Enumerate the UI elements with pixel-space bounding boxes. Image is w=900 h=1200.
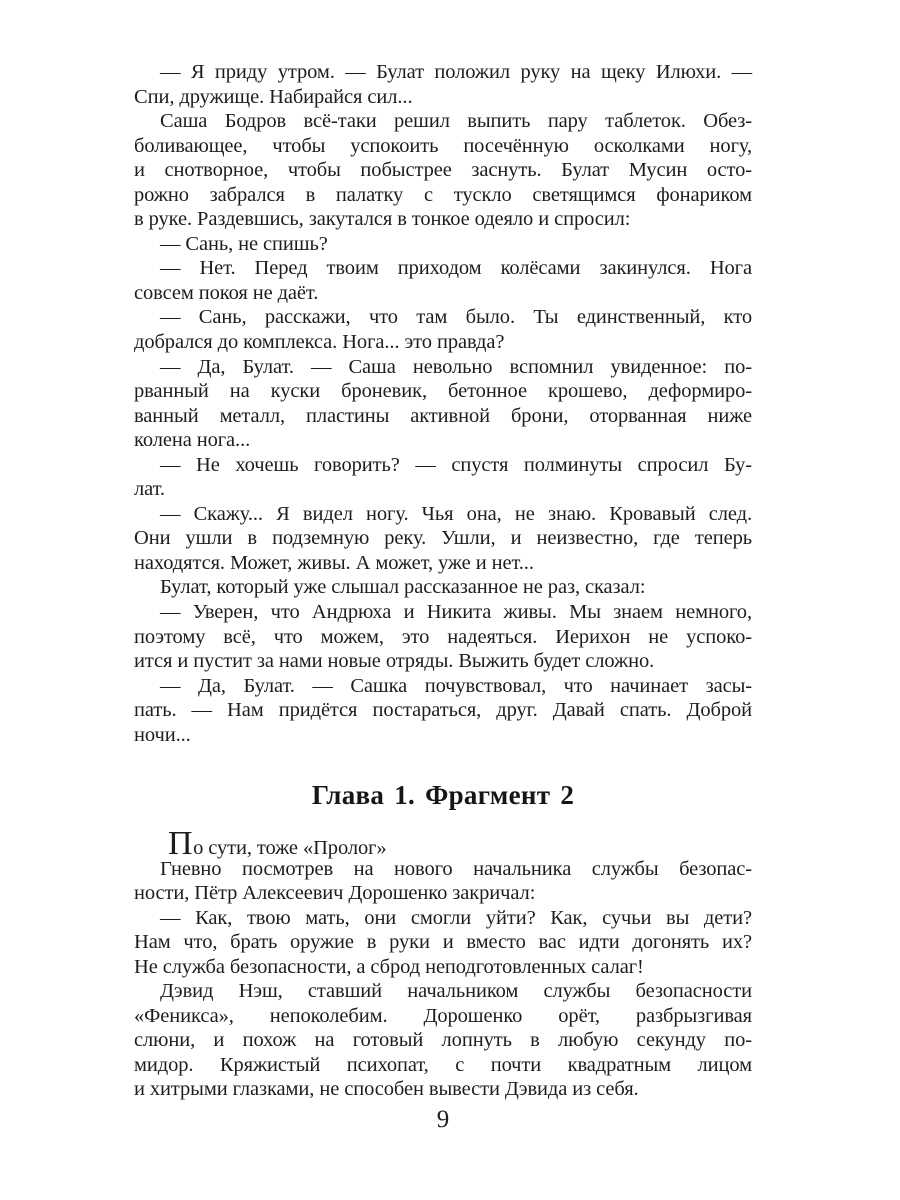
text-line: — Уверен, что Андрюха и Никита живы. Мы знаем немного, — [160, 601, 752, 624]
text-line: «Феникса», непоколебим. Дорошенко орёт, разбрызгивая — [134, 1004, 752, 1027]
text-line: — Сань, расскажи, что там было. Ты единственный, кто — [160, 306, 752, 329]
text-line: — Нет. Перед твоим приходом колёсами закинулся. Нога — [160, 257, 752, 280]
text-line: Спи, дружище. Набирайся сил... — [134, 85, 413, 108]
text-line: Булат, который уже слышал рассказанное не раз, сказал: — [160, 576, 646, 599]
text-line: пать. — Нам придётся постараться, друг. Давай спать. Доброй — [134, 699, 752, 722]
text-line: мидор. Кряжистый психопат, с почти квадратным лицом — [134, 1053, 752, 1076]
chapter-heading: Глава 1. Фрагмент 2 — [311, 780, 575, 810]
body-text-section-2 — [134, 825, 752, 1102]
text-line: — Сань, не спишь? — [160, 232, 328, 255]
text-line: Не служба безопасности, а сброд неподготовленных салаг! — [134, 955, 644, 978]
text-line: ится и пустит за нами новые отряды. Выжить будет сложно. — [134, 650, 655, 673]
text-line: Саша Бодров всё-таки решил выпить пару таблеток. Обез- — [160, 110, 752, 133]
body-text-section-1 — [134, 60, 752, 747]
text-line: ночи... — [134, 723, 191, 746]
text-line: Гневно посмотрев на нового начальника службы безопас- — [160, 857, 752, 880]
text-line: слюни, и похож на готовый лопнуть в любую секунду по- — [134, 1029, 752, 1052]
text-line: — Не хочешь говорить? — спустя полминуты спросил Бу- — [160, 453, 752, 476]
text-line: совсем покоя не даёт. — [134, 281, 319, 304]
text-line: и снотворное, чтобы побыстрее заснуть. Булат Мусин осто- — [134, 159, 752, 182]
text-line: — Я приду утром. — Булат положил руку на щеку Илюхи. — — [160, 61, 752, 83]
text-line: рванный на куски броневик, бетонное крошево, деформиро- — [134, 380, 752, 403]
text-line: поэтому всё, что можем, это надеяться. Иерихон не успоко- — [134, 625, 752, 648]
text-line: добрался до комплекса. Нога... это правда? — [134, 331, 505, 354]
text-line: — Да, Булат. — Саша невольно вспомнил увиденное: по- — [160, 355, 752, 378]
text-line: и хитрыми глазками, не способен вывести Дэвида из себя. — [134, 1078, 639, 1101]
dropcap-line-rest: о сути, тоже «Пролог» — [193, 837, 387, 859]
text-line: Нам что, брать оружие в руки и вместо вас идти догонять их? — [134, 931, 752, 954]
text-line: в руке. Раздевшись, закутался в тонкое одеяло и спросил: — [134, 208, 631, 231]
text-line: боливающее, чтобы успокоить посечённую осколками ногу, — [134, 134, 752, 157]
text-line: находятся. Может, живы. А может, уже и нет... — [134, 551, 534, 574]
text-line: Дэвид Нэш, ставший начальником службы безопасности — [160, 980, 752, 1003]
dropcap-letter: П — [168, 825, 194, 862]
text-line: ности, Пётр Алексеевич Дорошенко закричал: — [134, 882, 536, 905]
text-line: — Скажу... Я видел ногу. Чья она, не знаю. Кровавый след. — [160, 502, 752, 525]
text-line: лат. — [134, 478, 165, 501]
text-line: ванный металл, пластины активной брони, оторванная ниже — [134, 404, 752, 427]
page-number: 9 — [436, 1106, 450, 1133]
dropcap-line — [134, 825, 752, 862]
section-2-lines — [134, 857, 752, 1102]
text-line: Они ушли в подземную реку. Ушли, и неизвестно, где теперь — [134, 527, 752, 550]
text-line: — Как, твою мать, они смогли уйти? Как, сучьи вы дети? — [160, 906, 752, 929]
text-line: колена нога... — [134, 429, 251, 452]
text-line: — Да, Булат. — Сашка почувствовал, что начинает засы- — [160, 674, 752, 697]
text-line: рожно забрался в палатку с тускло светящимся фонариком — [134, 183, 752, 206]
